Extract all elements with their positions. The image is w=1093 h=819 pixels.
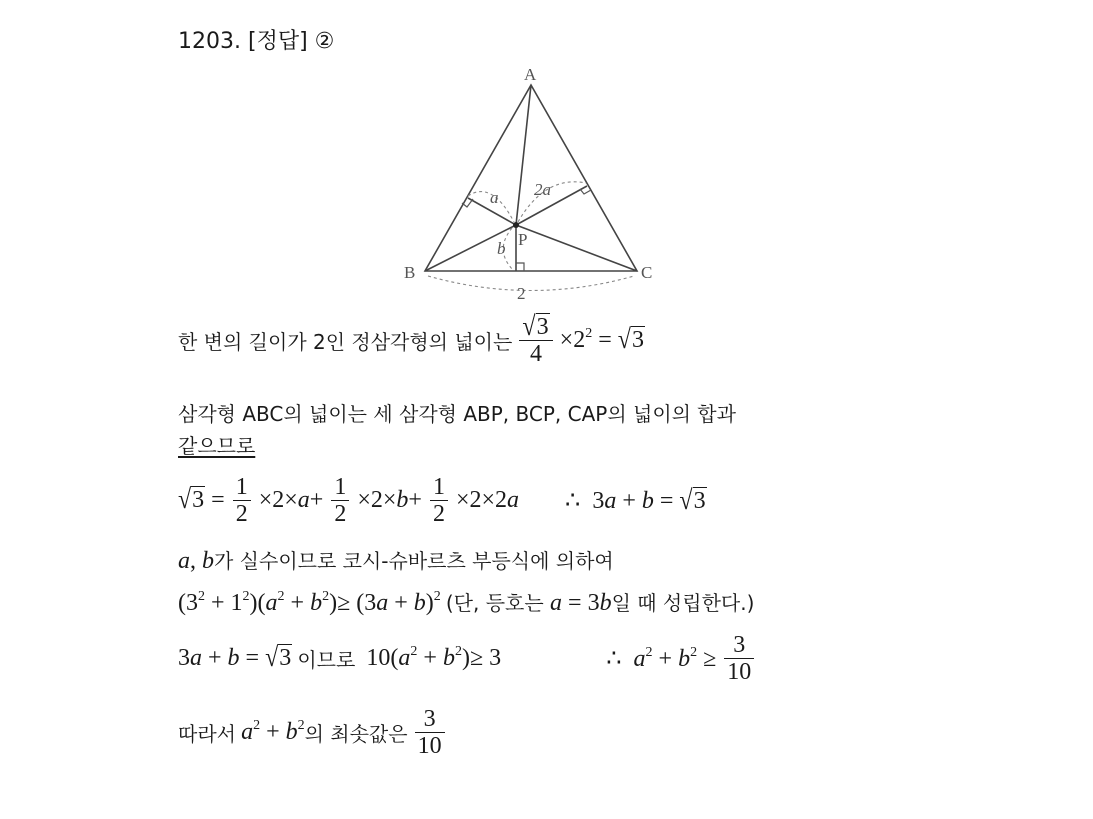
right-angle-bc [516, 263, 524, 271]
vertex-c-label: C [641, 263, 653, 282]
therefore-word-line: 같으므로 [178, 434, 256, 458]
area-equilateral-line [178, 314, 645, 367]
cauchy-intro-line: a, b가 실수이므로 코시-슈바르츠 부등식에 의하여 [178, 548, 614, 574]
brace-base [428, 276, 634, 291]
vertex-b-label: B [404, 263, 416, 282]
cauchy-inequality-line: $(3^2 + 1^2)(a^2 + b^2)\ge (3a + b)^2$ (단, 등호는 a = 3b일 때 성립한다.) [178, 589, 755, 616]
triangle-abc [425, 85, 637, 271]
problem-header [178, 24, 334, 55]
problem-number: 1203. [178, 29, 241, 54]
brace-2a [518, 182, 586, 222]
minimum-line: 따라서 $a^2 + b^2$의 최솟값은 $\frac{3}{10}$ [178, 706, 447, 759]
result-3a-plus-b: ∴ 3a + b = √3 [565, 485, 706, 516]
area-equation-line: √3 = $\frac{1}{2}$ ×2×a+ $\frac{1}{2}$ ×2×b+ $\frac{1}{2}$ ×2×2a ∴ 3a + b = √3 [178, 474, 706, 527]
segment-cp [516, 225, 637, 271]
vertex-a-label: A [524, 65, 537, 84]
length-base-label: 2 [517, 284, 526, 303]
area-sum-line: 삼각형 ABC의 넓이는 세 삼각형 ABP, BCP, CAP의 넓이의 합과 [178, 402, 736, 426]
fraction-half-1: $\frac{1}{2}$ [233, 474, 251, 527]
triangle-figure [400, 62, 680, 312]
area-text: 한 변의 길이가 2인 정삼각형의 넓이는 [178, 330, 513, 354]
fraction-half-2: $\frac{1}{2}$ [331, 474, 349, 527]
length-2a-label: 2a [534, 180, 551, 199]
area-expr: $\times 2^2 = √3$ [559, 324, 644, 355]
num-radicand: 3 [536, 314, 549, 340]
den: 4 [529, 341, 542, 367]
fraction-min-3-over-10: $\frac{3}{10}$ [415, 706, 445, 759]
vertex-p-label: P [518, 230, 528, 249]
length-a-label: a [490, 188, 499, 207]
answer-choice: ② [314, 29, 335, 54]
point-p [513, 222, 519, 228]
fraction-3-over-10: $\frac{3}{10}$ [724, 632, 754, 685]
fraction-sqrt3-over-4: $\frac{√3}{4}$ [519, 314, 552, 367]
length-b-label: b [497, 239, 506, 258]
answer-label: [정답] [247, 29, 308, 54]
result-inequality-line: 3a + b = √3 이므로 $10(a^2 + b^2)\ge 3$ ∴ $a^2 + b^2$ ≥ $\frac{3}{10}$ [178, 632, 756, 685]
perp-ac [516, 186, 587, 225]
fraction-half-3: $\frac{1}{2}$ [430, 474, 448, 527]
